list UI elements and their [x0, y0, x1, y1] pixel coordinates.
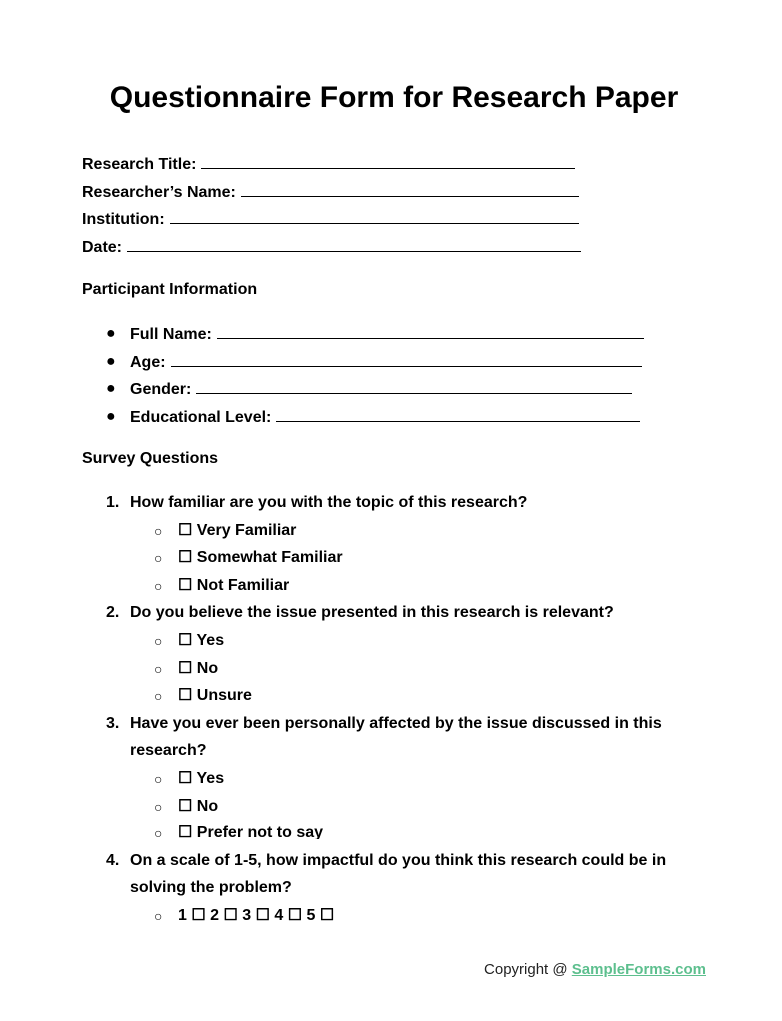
option-checkbox[interactable]: ☐ Unsure: [178, 687, 252, 704]
question-3-line1: Have you ever been personally affected by the issue discussed in this: [130, 715, 662, 732]
circle-bullet-icon: ○: [154, 523, 163, 539]
blank-line[interactable]: [170, 209, 579, 224]
field-age[interactable]: [130, 352, 642, 373]
field-research-title[interactable]: [82, 154, 575, 175]
field-researcher-name[interactable]: [82, 182, 579, 203]
field-educational-level[interactable]: [130, 407, 640, 428]
rating-scale[interactable]: 1 ☐ 2 ☐ 3 ☐ 4 ☐ 5 ☐: [178, 907, 335, 924]
field-label: Educational Level:: [130, 409, 272, 426]
question-1: How familiar are you with the topic of this research?: [130, 494, 528, 511]
blank-line[interactable]: [171, 352, 642, 367]
bullet-icon: ●: [106, 353, 116, 370]
blank-line[interactable]: [196, 379, 632, 394]
circle-bullet-icon: ○: [154, 578, 163, 594]
field-label: Researcher’s Name:: [82, 184, 236, 201]
page-title: Questionnaire Form for Research Paper: [109, 81, 679, 114]
question-2: Do you believe the issue presented in this research is relevant?: [130, 604, 614, 621]
blank-line[interactable]: [201, 154, 575, 169]
circle-bullet-icon: ○: [154, 633, 163, 649]
sampleforms-link[interactable]: SampleForms.com: [571, 961, 706, 978]
question-4-line2: solving the problem?: [130, 879, 292, 896]
blank-line[interactable]: [127, 237, 581, 252]
question-4-line1: On a scale of 1-5, how impactful do you think this research could be in: [130, 852, 667, 869]
field-label: Gender:: [130, 381, 192, 398]
footer-copyright: [484, 960, 706, 980]
bullet-icon: ●: [106, 380, 116, 397]
section-heading-survey: Survey Questions: [82, 450, 219, 467]
field-label: Full Name:: [130, 326, 212, 343]
copyright-text: Copyright @: [484, 961, 572, 978]
field-institution[interactable]: [82, 209, 579, 230]
field-gender[interactable]: [130, 379, 632, 400]
circle-bullet-icon: ○: [154, 908, 163, 924]
question-3-line2: research?: [130, 742, 207, 759]
field-label: Institution:: [82, 211, 165, 228]
question-number: 2.: [106, 604, 120, 621]
section-heading-participant: Participant Information: [82, 281, 258, 298]
option-checkbox[interactable]: ☐ Very Familiar: [178, 522, 297, 539]
option-checkbox[interactable]: ☐ No: [178, 660, 219, 677]
field-label: Date:: [82, 239, 123, 256]
circle-bullet-icon: ○: [154, 799, 163, 815]
field-label: Age:: [130, 354, 166, 371]
field-full-name[interactable]: [130, 324, 644, 345]
option-checkbox[interactable]: ☐ Yes: [178, 632, 225, 649]
option-checkbox[interactable]: ☐ Somewhat Familiar: [178, 549, 343, 566]
option-checkbox[interactable]: ☐ Prefer not to say: [178, 824, 324, 839]
circle-bullet-icon: ○: [154, 825, 163, 839]
question-number: 3.: [106, 715, 120, 732]
option-checkbox[interactable]: ☐ Not Familiar: [178, 577, 290, 594]
blank-line[interactable]: [241, 182, 579, 197]
blank-line[interactable]: [276, 407, 640, 422]
circle-bullet-icon: ○: [154, 688, 163, 704]
question-number: 1.: [106, 494, 120, 511]
question-number: 4.: [106, 852, 120, 869]
bullet-icon: ●: [106, 408, 116, 425]
blank-line[interactable]: [217, 324, 644, 339]
option-checkbox[interactable]: ☐ No: [178, 798, 219, 815]
option-checkbox[interactable]: ☐ Yes: [178, 770, 225, 787]
bullet-icon: ●: [106, 325, 116, 342]
field-label: Research Title:: [82, 156, 197, 173]
circle-bullet-icon: ○: [154, 771, 163, 787]
field-date[interactable]: [82, 237, 581, 258]
circle-bullet-icon: ○: [154, 550, 163, 566]
circle-bullet-icon: ○: [154, 661, 163, 677]
